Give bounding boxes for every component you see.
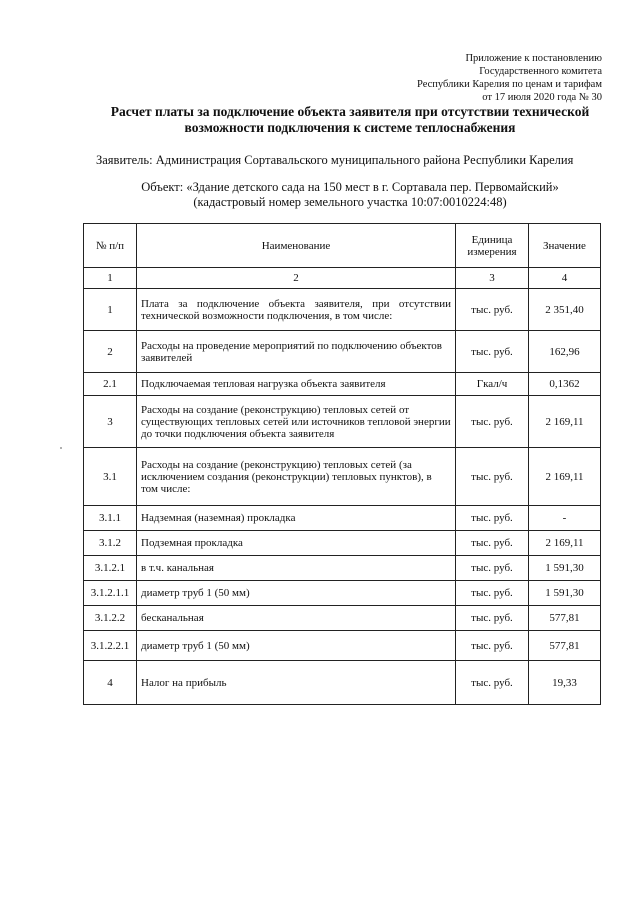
row-unit: тыс. руб. <box>456 506 529 531</box>
row-name: Плата за подключение объекта заявителя, при отсутствии технической возможности подключения, в том числе: <box>137 289 456 331</box>
scan-speck <box>60 447 62 449</box>
row-unit: тыс. руб. <box>456 606 529 631</box>
row-number: 3.1.2 <box>84 531 137 556</box>
table-row <box>84 506 601 531</box>
row-number: 3 <box>84 396 137 448</box>
row-unit: тыс. руб. <box>456 289 529 331</box>
row-name: Подключаемая тепловая нагрузка объекта заявителя <box>137 373 456 396</box>
object-description <box>80 180 620 210</box>
row-name: бесканальная <box>137 606 456 631</box>
table-row <box>84 531 601 556</box>
object-line: Объект: «Здание детского сада на 150 мест в г. Сортавала пер. Первомайский» <box>141 180 559 194</box>
row-unit: тыс. руб. <box>456 631 529 661</box>
table-header-row <box>84 224 601 268</box>
applicant-line: Заявитель: Администрация Сортавальского муниципального района Республики Карелия <box>96 153 574 167</box>
row-value: 0,1362 <box>529 373 601 396</box>
row-value: - <box>529 506 601 531</box>
row-name: Расходы на создание (реконструкцию) тепловых сетей (за исключением создания (реконструкции) тепловых пунктов), в том числе: <box>137 448 456 506</box>
row-unit: тыс. руб. <box>456 661 529 705</box>
row-value: 577,81 <box>529 606 601 631</box>
appendix-line: Государственного комитета <box>479 66 602 77</box>
header-value: Значение <box>529 224 601 268</box>
index-cell: 4 <box>529 268 601 289</box>
row-value: 1 591,30 <box>529 556 601 581</box>
row-name: Надземная (наземная) прокладка <box>137 506 456 531</box>
row-value: 2 169,11 <box>529 448 601 506</box>
row-number: 4 <box>84 661 137 705</box>
row-number: 2.1 <box>84 373 137 396</box>
table-row <box>84 661 601 705</box>
row-number: 1 <box>84 289 137 331</box>
row-value: 2 169,11 <box>529 531 601 556</box>
row-unit: тыс. руб. <box>456 331 529 373</box>
fee-calculation-table <box>83 223 601 705</box>
table-row <box>84 581 601 606</box>
appendix-note <box>342 52 602 104</box>
document-title <box>80 104 620 136</box>
row-name: Подземная прокладка <box>137 531 456 556</box>
appendix-line: от 17 июля 2020 года № 30 <box>482 92 602 103</box>
row-name: в т.ч. канальная <box>137 556 456 581</box>
appendix-line: Приложение к постановлению <box>465 53 602 64</box>
table-row <box>84 289 601 331</box>
row-name: Расходы на создание (реконструкцию) тепловых сетей от существующих тепловых сетей или источников тепловой энергии до точки подключения объекта заявителя <box>137 396 456 448</box>
row-number: 3.1.2.1 <box>84 556 137 581</box>
table-row <box>84 606 601 631</box>
title-line: возможности подключения к системе теплоснабжения <box>184 120 516 135</box>
table-row <box>84 556 601 581</box>
row-number: 3.1.2.1.1 <box>84 581 137 606</box>
row-unit: тыс. руб. <box>456 556 529 581</box>
table-row <box>84 331 601 373</box>
row-value: 1 591,30 <box>529 581 601 606</box>
row-unit: тыс. руб. <box>456 581 529 606</box>
row-number: 3.1 <box>84 448 137 506</box>
row-name: диаметр труб 1 (50 мм) <box>137 581 456 606</box>
row-name: Налог на прибыль <box>137 661 456 705</box>
row-number: 3.1.2.2.1 <box>84 631 137 661</box>
table-row <box>84 373 601 396</box>
index-cell: 3 <box>456 268 529 289</box>
title-line: Расчет платы за подключение объекта заявителя при отсутствии технической <box>110 104 590 119</box>
table-row <box>84 396 601 448</box>
row-value: 577,81 <box>529 631 601 661</box>
header-number: № п/п <box>84 224 137 268</box>
row-value: 19,33 <box>529 661 601 705</box>
row-unit: тыс. руб. <box>456 396 529 448</box>
row-unit: тыс. руб. <box>456 531 529 556</box>
row-value: 2 169,11 <box>529 396 601 448</box>
index-cell: 1 <box>84 268 137 289</box>
header-name: Наименование <box>137 224 456 268</box>
row-number: 3.1.1 <box>84 506 137 531</box>
row-value: 2 351,40 <box>529 289 601 331</box>
column-index-row <box>84 268 601 289</box>
row-value: 162,96 <box>529 331 601 373</box>
row-name: диаметр труб 1 (50 мм) <box>137 631 456 661</box>
appendix-line: Республики Карелия по ценам и тарифам <box>417 79 602 90</box>
row-unit: Гкал/ч <box>456 373 529 396</box>
cadastral-number-line: (кадастровый номер земельного участка 10:07:0010224:48) <box>193 195 507 209</box>
row-number: 3.1.2.2 <box>84 606 137 631</box>
row-name: Расходы на проведение мероприятий по подключению объектов заявителей <box>137 331 456 373</box>
index-cell: 2 <box>137 268 456 289</box>
row-number: 2 <box>84 331 137 373</box>
table-row <box>84 631 601 661</box>
table-row <box>84 448 601 506</box>
header-unit: Единица измерения <box>456 224 529 268</box>
row-unit: тыс. руб. <box>456 448 529 506</box>
